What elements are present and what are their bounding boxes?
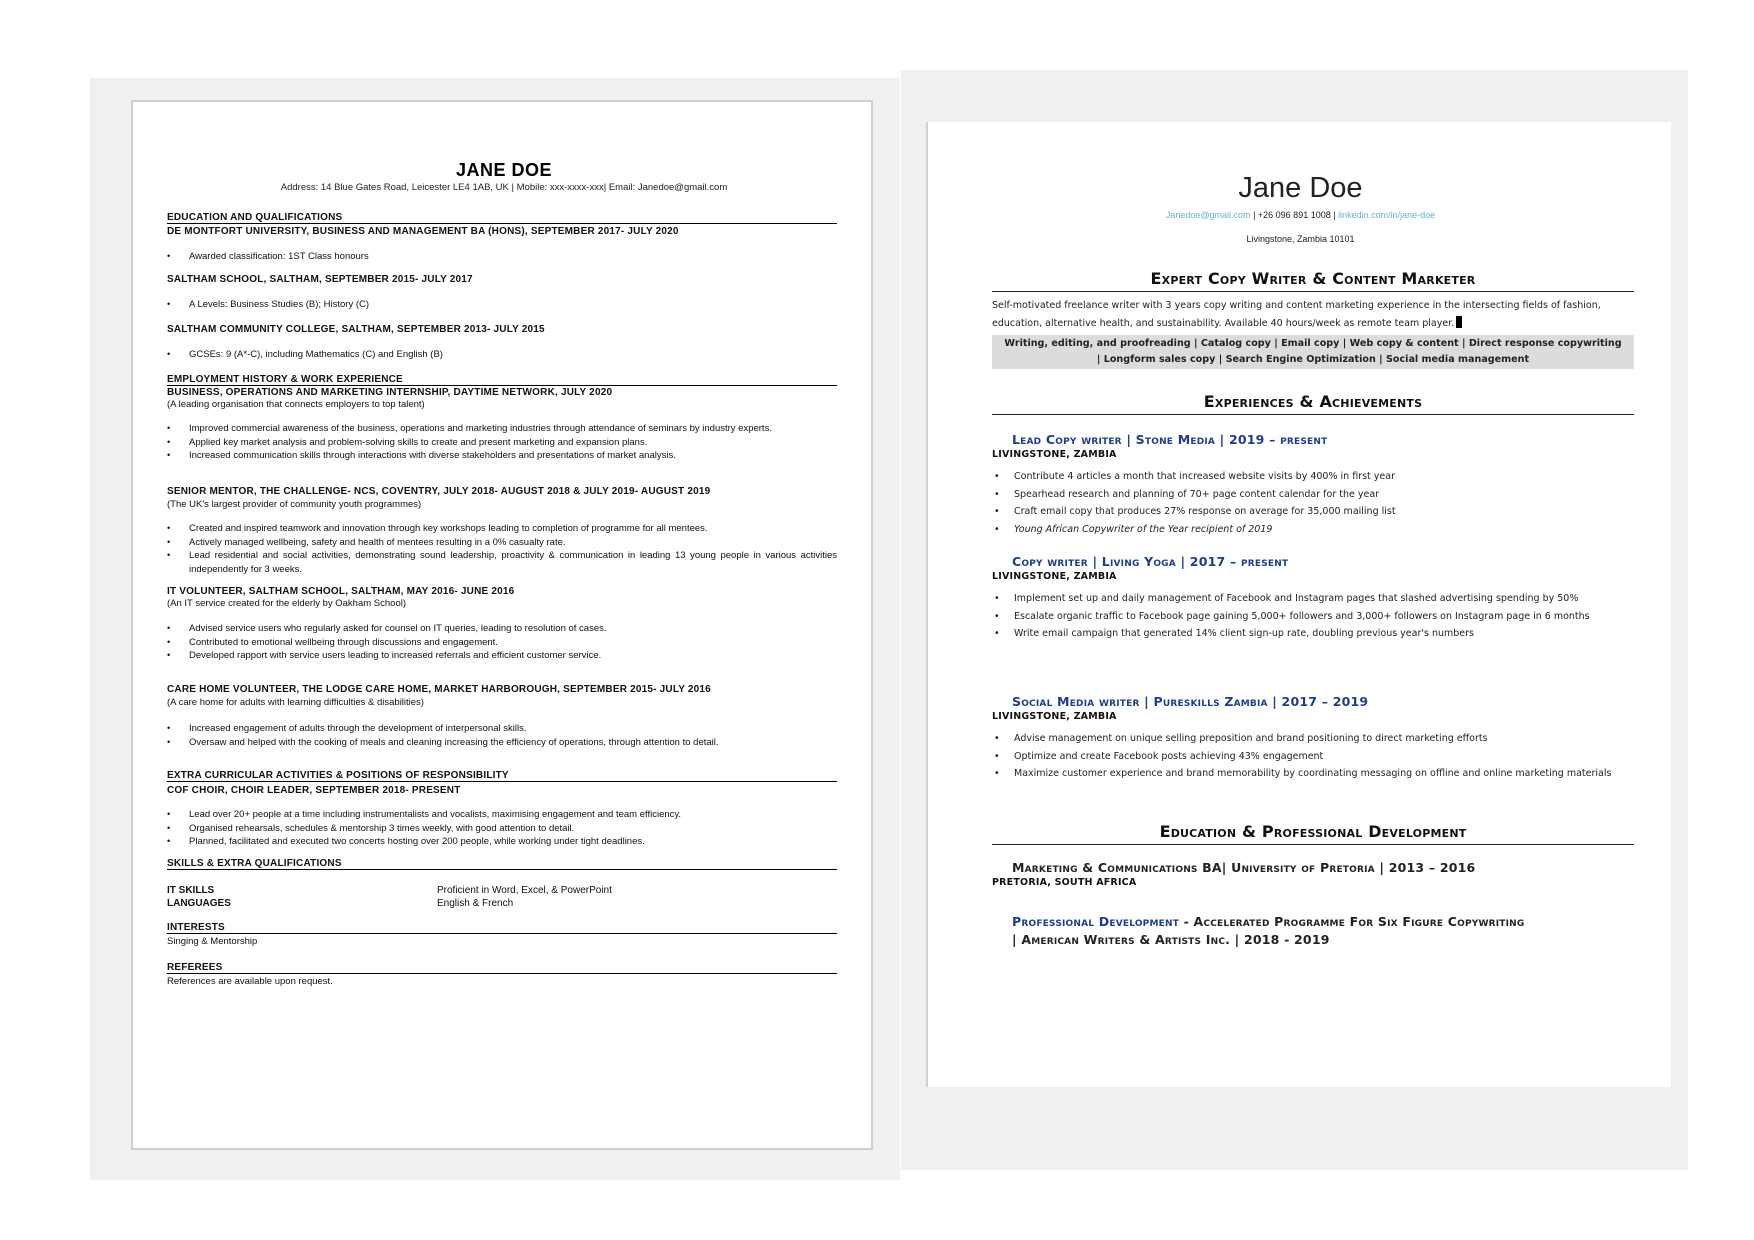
bullet: • Advised service users who regularly asked for counsel on IT queries, leading to resolution of cases. <box>167 622 837 636</box>
entry-title: IT VOLUNTEER, SALTHAM SCHOOL, SALTHAM, MAY 2016- JUNE 2016 <box>167 586 515 597</box>
referees-text: References are available upon request. <box>167 976 333 987</box>
entry-title: SALTHAM COMMUNITY COLLEGE, SALTHAM, SEPTEMBER 2013- JULY 2015 <box>167 324 545 335</box>
entry-title: DE MONTFORT UNIVERSITY, BUSINESS AND MANAGEMENT BA (HONS), SEPTEMBER 2017- JULY 2020 <box>167 226 679 237</box>
resume-title: Expert Copy Writer & Content Marketer <box>992 269 1634 292</box>
job-entry <box>992 554 1634 643</box>
skill-key: IT SKILLS <box>167 885 215 896</box>
section-heading-education: EDUCATION AND QUALIFICATIONS <box>167 212 837 224</box>
skills-bar <box>992 335 1634 369</box>
job-entry <box>992 432 1634 538</box>
bullet: • Planned, facilitated and executed two concerts hosting over 200 people, while working under tight deadlines. <box>167 835 837 849</box>
entry-bullets <box>167 522 837 576</box>
bullet: • Write email campaign that generated 14% client sign-up rate, doubling previous year's numbers <box>992 625 1634 643</box>
entry-subtitle: (The UK's largest provider of community youth programmes) <box>167 499 422 510</box>
resume-contact <box>928 210 1673 220</box>
entry-subtitle: (An IT service created for the elderly by Oakham School) <box>167 598 407 609</box>
linkedin-link[interactable]: linkedin.com/in/jane-doe <box>1338 210 1436 220</box>
bullet: • Developed rapport with service users leading to increased referrals and efficient customer service. <box>167 649 837 663</box>
entry-title: SENIOR MENTOR, THE CHALLENGE- NCS, COVENTRY, JULY 2018- AUGUST 2018 & JULY 2019- AUGUST 2019 <box>167 486 711 497</box>
skill-row <box>167 884 837 897</box>
text-cursor <box>1456 316 1462 328</box>
bullet: • Oversaw and helped with the cooking of meals and cleaning increasing the efficiency of operations, through attention to detail. <box>167 736 837 750</box>
right-resume-page <box>926 122 1671 1087</box>
section-heading-experience: Experiences & Achievements <box>992 392 1634 415</box>
bullet: • Lead residential and social activities, demonstrating sound leadership, proactivity & communication in leading 13 young people in various activities independently for 3 weeks. <box>167 549 837 576</box>
bullet: • Lead over 20+ people at a time including instrumentalists and vocalists, maximising engagement and team efficiency. <box>167 808 837 822</box>
bullet: • Optimize and create Facebook posts achieving 43% engagement <box>992 748 1634 766</box>
prof-dev-label: Professional Development <box>1012 914 1180 929</box>
bullet: • Spearhead research and planning of 70+ page content calendar for the year <box>992 486 1634 504</box>
education-entry <box>992 860 1634 888</box>
entry-title: CARE HOME VOLUNTEER, THE LODGE CARE HOME, MARKET HARBOROUGH, SEPTEMBER 2015- JULY 2016 <box>167 684 711 695</box>
bullet: • Organised rehearsals, schedules & mentorship 3 times weekly, with good attention to detail. <box>167 822 837 836</box>
bullet: • Contributed to emotional wellbeing through discussions and engagement. <box>167 636 837 650</box>
entry-title: SALTHAM SCHOOL, SALTHAM, SEPTEMBER 2015- JULY 2017 <box>167 274 473 285</box>
entry-bullets <box>167 622 837 663</box>
skill-row <box>167 897 837 910</box>
entry-title: BUSINESS, OPERATIONS AND MARKETING INTERNSHIP, DAYTIME NETWORK, JULY 2020 <box>167 387 613 398</box>
bullet: • Craft email copy that produces 27% response on average for 35,000 mailing list <box>992 503 1634 521</box>
bullet: • Young African Copywriter of the Year recipient of 2019 <box>992 521 1634 539</box>
bullet: • Applied key market analysis and problem-solving skills to create and present marketing and expansion plans. <box>167 436 837 450</box>
bullet: • Created and inspired teamwork and innovation through key workshops leading to completion of programme for all mentees. <box>167 522 837 536</box>
entry-bullets <box>167 250 837 264</box>
entry-title: COF CHOIR, CHOIR LEADER, SEPTEMBER 2018- PRESENT <box>167 785 461 796</box>
job-place: LIVINGSTONE, ZAMBIA <box>992 711 1117 722</box>
degree-place: PRETORIA, SOUTH AFRICA <box>992 877 1137 888</box>
entry-subtitle: (A care home for adults with learning difficulties & disabilities) <box>167 697 424 708</box>
job-place: LIVINGSTONE, ZAMBIA <box>992 449 1117 460</box>
prof-dev-line <box>1012 914 1634 929</box>
left-resume-page <box>131 100 873 1150</box>
resume-name: JANE DOE <box>455 160 553 180</box>
job-bullets <box>992 590 1634 643</box>
job-role: Social Media writer | Pureskills Zambia | 2017 – 2019 <box>1012 694 1369 709</box>
entry-bullets <box>167 298 837 312</box>
resume-location: Livingstone, Zambia 10101 <box>1246 234 1355 244</box>
prof-dev-line2: | American Writers & Artists Inc. | 2018 - 2019 <box>1012 932 1330 947</box>
bullet: • Contribute 4 articles a month that increased website visits by 400% in first year <box>992 468 1634 486</box>
section-heading-referees: REFEREES <box>167 962 837 974</box>
entry-bullets <box>167 722 837 749</box>
prof-dev-entry <box>992 914 1634 947</box>
section-heading-skills: SKILLS & EXTRA QUALIFICATIONS <box>167 858 837 870</box>
prof-dev-rest: - Accelerated Programme For Six Figure Copywriting <box>1179 914 1525 929</box>
skills-line: | Longform sales copy | Search Engine Optimization | Social media management <box>1096 354 1530 365</box>
resume-contact: Address: 14 Blue Gates Road, Leicester LE4 1AB, UK | Mobile: xxx-xxxx-xxx| Email: Janedoe@gmail.com <box>280 182 728 193</box>
bullet: • GCSEs: 9 (A*-C), including Mathematics (C) and English (B) <box>167 348 837 362</box>
skill-value: Proficient in Word, Excel, & PowerPoint <box>437 885 612 896</box>
bullet: • Advise management on unique selling preposition and brand positioning to direct marketing efforts <box>992 730 1634 748</box>
skills-line: Writing, editing, and proofreading | Catalog copy | Email copy | Web copy & content | Direct response copywriting <box>1004 338 1622 349</box>
job-bullets <box>992 468 1634 538</box>
bullet: • A Levels: Business Studies (B); History (C) <box>167 298 837 312</box>
bullet: • Increased engagement of adults through the development of interpersonal skills. <box>167 722 837 736</box>
interests-text: Singing & Mentorship <box>167 936 258 947</box>
entry-bullets <box>167 808 837 849</box>
skill-key: LANGUAGES <box>167 898 231 909</box>
bullet: • Escalate organic traffic to Facebook page gaining 5,000+ followers and 3,000+ followers on Instagram page in 6 months <box>992 608 1634 626</box>
bullet: • Actively managed wellbeing, safety and health of mentees resulting in a 0% casualty rate. <box>167 536 837 550</box>
skill-value: English & French <box>437 898 514 909</box>
job-entry <box>992 694 1634 783</box>
section-heading-extra: EXTRA CURRICULAR ACTIVITIES & POSITIONS OF RESPONSIBILITY <box>167 770 837 782</box>
bullet: • Increased communication skills through interactions with diverse stakeholders and presentations of market analysis. <box>167 449 837 463</box>
job-bullets <box>992 730 1634 783</box>
bullet: • Improved commercial awareness of the business, operations and marketing industries through attendance of seminars by industry experts. <box>167 422 837 436</box>
job-role: Lead Copy writer | Stone Media | 2019 – present <box>1012 432 1328 447</box>
resume-summary <box>992 297 1634 332</box>
job-role: Copy writer | Living Yoga | 2017 – present <box>1012 554 1289 569</box>
phone: | +26 096 891 1008 | <box>1253 210 1336 220</box>
bullet: • Maximize customer experience and brand memorability by coordinating messaging on offline and online marketing materials <box>992 765 1634 783</box>
resume-name: Jane Doe <box>1238 172 1363 204</box>
job-place: LIVINGSTONE, ZAMBIA <box>992 571 1117 582</box>
degree: Marketing & Communications BA| University of Pretoria | 2013 – 2016 <box>1012 860 1476 875</box>
email-link[interactable]: Janedoe@gmail.com <box>1165 210 1251 220</box>
section-heading-interests: INTERESTS <box>167 922 837 934</box>
entry-bullets <box>167 422 837 463</box>
summary-text: Self-motivated freelance writer with 3 years copy writing and content marketing experience in the intersecting fields of fashion, education, alternative health, and sustainability. Available 40 hours/week as remote team player. <box>992 300 1601 329</box>
bullet: • Awarded classification: 1ST Class honours <box>167 250 837 264</box>
section-heading-education: Education & Professional Development <box>992 822 1634 845</box>
entry-subtitle: (A leading organisation that connects employers to top talent) <box>167 399 425 410</box>
entry-bullets <box>167 348 837 362</box>
section-heading-employment: EMPLOYMENT HISTORY & WORK EXPERIENCE <box>167 374 837 386</box>
bullet: • Implement set up and daily management of Facebook and Instagram pages that slashed advertising spending by 50% <box>992 590 1634 608</box>
